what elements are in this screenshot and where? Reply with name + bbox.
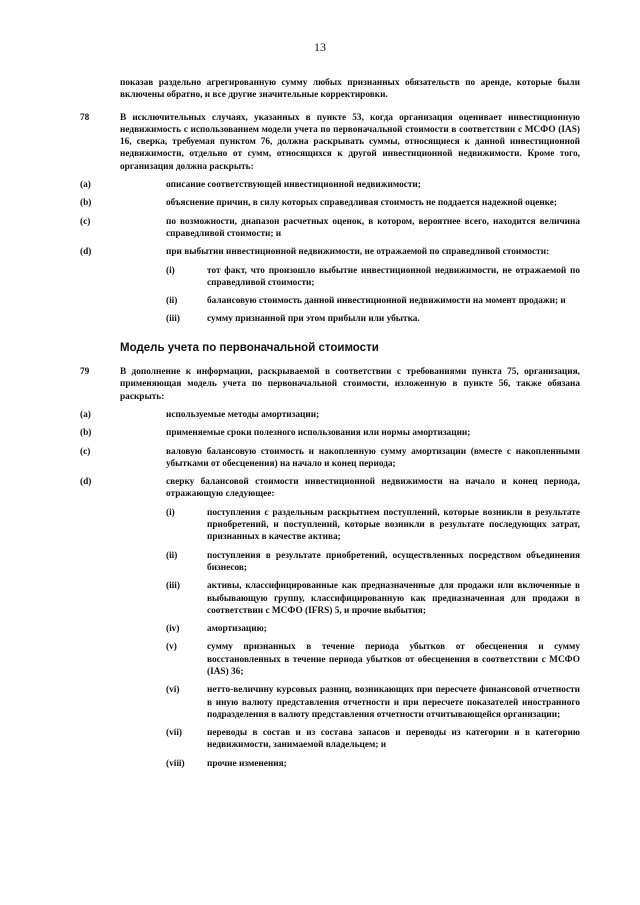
paragraph-text: В исключительных случаях, указанных в пункте 53, когда организация оценивает инвестиционную недвижимость с использованием модели учета по первоначальной стоимости в соответствии с МСФО (IAS) 16, сверка, требуемая пунктом 76, должна раскрывать суммы, относящиеся к данной инвестиционной недвижимости, отдельно от сумм, относящихся к другой инвестиционной недвижимости. Кроме того, организация должна раскрыть: xyxy=(120,112,580,172)
subitem-label: (iii) xyxy=(166,314,180,325)
list-item xyxy=(80,446,580,471)
subitem-text: амортизацию; xyxy=(207,624,267,635)
item-label: (b) xyxy=(80,198,92,209)
item-label: (c) xyxy=(80,446,91,457)
sub-list-item xyxy=(80,580,580,617)
paragraph-number: 78 xyxy=(80,112,90,123)
sub-list-item xyxy=(80,313,580,325)
subitem-label: (vii) xyxy=(166,728,183,739)
item-text: применяемые сроки полезного использования или нормы амортизации; xyxy=(166,428,471,439)
subitem-text: переводы в состав и из состава запасов и переводы из категории и в категорию недвижимости, занимаемой владельцем; и xyxy=(207,728,580,751)
subitem-text: нетто-величину курсовых разниц, возникающих при пересчете финансовой отчетности в иную валюту представления отчетности и при пересчете показателей иностранного подразделения в валюту представления отчетности отчитывающейся организации; xyxy=(207,685,580,720)
paragraph-text: В дополнение к информации, раскрываемой в соответствии с требованиями пункта 75, организация, применяющая модель учета по первоначальной стоимости, изложенную в пункте 56, также обязана раскрыть: xyxy=(120,367,580,402)
list-item xyxy=(80,197,580,209)
list-item xyxy=(80,216,580,241)
paragraph-number: 79 xyxy=(80,367,90,378)
subitem-label: (i) xyxy=(166,265,175,276)
item-text: по возможности, диапазон расчетных оценок, в котором, вероятнее всего, находится величина справедливой стоимости; и xyxy=(166,216,580,239)
list-item xyxy=(80,409,580,421)
list-item xyxy=(80,427,580,439)
paragraph-78 xyxy=(80,112,580,173)
list-item xyxy=(80,179,580,191)
item-text: при выбытии инвестиционной недвижимости, не отражаемой по справедливой стоимости: xyxy=(166,247,550,258)
subitem-label: (v) xyxy=(166,642,177,653)
item-label: (a) xyxy=(80,180,91,191)
item-label: (b) xyxy=(80,428,92,439)
item-text: объяснение причин, в силу которых справедливая стоимость не поддается надежной оценке; xyxy=(166,198,558,209)
subitem-text: поступления с раздельным раскрытием поступлений, которые возникли в результате приобретений, и поступлений, которые возникли в результате последующих затрат, признанных в качестве актива; xyxy=(207,507,580,543)
sub-list-item xyxy=(80,507,580,544)
intro-text: показав раздельно агрегированную сумму любых признанных обязательств по аренде, которые были включены обратно, и все другие значительные корректировки. xyxy=(120,78,580,101)
subitem-text: сумму признанных в течение периода убытков от обесценения и сумму восстановленных в течение периода убытков от обесценения в соответствии с МСФО (IAS) 36; xyxy=(207,642,580,677)
list-item xyxy=(80,476,580,501)
item-label: (d) xyxy=(80,477,92,488)
subitem-text: балансовую стоимость данной инвестиционной недвижимости на момент продажи; и xyxy=(207,296,566,307)
subitem-label: (viii) xyxy=(166,758,185,769)
subitem-text: сумму признанной при этом прибыли или убытка. xyxy=(207,314,420,325)
sub-list-item xyxy=(80,623,580,635)
subitem-label: (iii) xyxy=(166,581,180,592)
sub-list-item xyxy=(80,727,580,752)
item-label: (d) xyxy=(80,247,92,258)
subitem-label: (ii) xyxy=(166,296,178,307)
subitem-text: тот факт, что произошло выбытие инвестиционной недвижимости, не отражаемой по справедливой стоимости; xyxy=(207,265,580,288)
sub-list-item xyxy=(80,265,580,290)
list-item xyxy=(80,246,580,258)
item-label: (a) xyxy=(80,409,91,420)
sub-list-item xyxy=(80,641,580,678)
paragraph-79 xyxy=(80,366,580,403)
sub-list-item xyxy=(80,758,580,770)
subitem-text: прочие изменения; xyxy=(207,758,287,769)
page-number: 13 xyxy=(314,40,326,54)
subitem-label: (i) xyxy=(166,507,175,518)
item-label: (c) xyxy=(80,216,91,227)
sub-list-item xyxy=(80,550,580,575)
intro-paragraph xyxy=(80,77,580,102)
item-text: валовую балансовую стоимость и накопленную сумму амортизации (вместе с накопленными убытками от обесценения) на начало и конец периода; xyxy=(166,446,580,469)
subitem-label: (iv) xyxy=(166,624,180,635)
subitem-text: активы, классифицированные как предназначенные для продажи или включенные в выбывающую группу, классифицированную как предназначенная для продажи в соответствии с МСФО (IFRS) 5, и прочие выбытия; xyxy=(207,581,580,616)
section-heading: Модель учета по первоначальной стоимости xyxy=(120,341,379,354)
subitem-label: (vi) xyxy=(166,685,180,696)
item-text: сверку балансовой стоимости инвестиционной недвижимости на начало и конец периода, отражающую следующее: xyxy=(166,477,580,500)
sub-list-item xyxy=(80,295,580,307)
item-text: описание соответствующей инвестиционной недвижимости; xyxy=(166,180,421,191)
item-text: используемые методы амортизации; xyxy=(166,409,320,420)
subitem-text: поступления в результате приобретений, осуществленных посредством объединения бизнесов; xyxy=(207,550,580,573)
sub-list-item xyxy=(80,684,580,721)
document-body xyxy=(80,77,580,770)
subitem-label: (ii) xyxy=(166,550,178,561)
